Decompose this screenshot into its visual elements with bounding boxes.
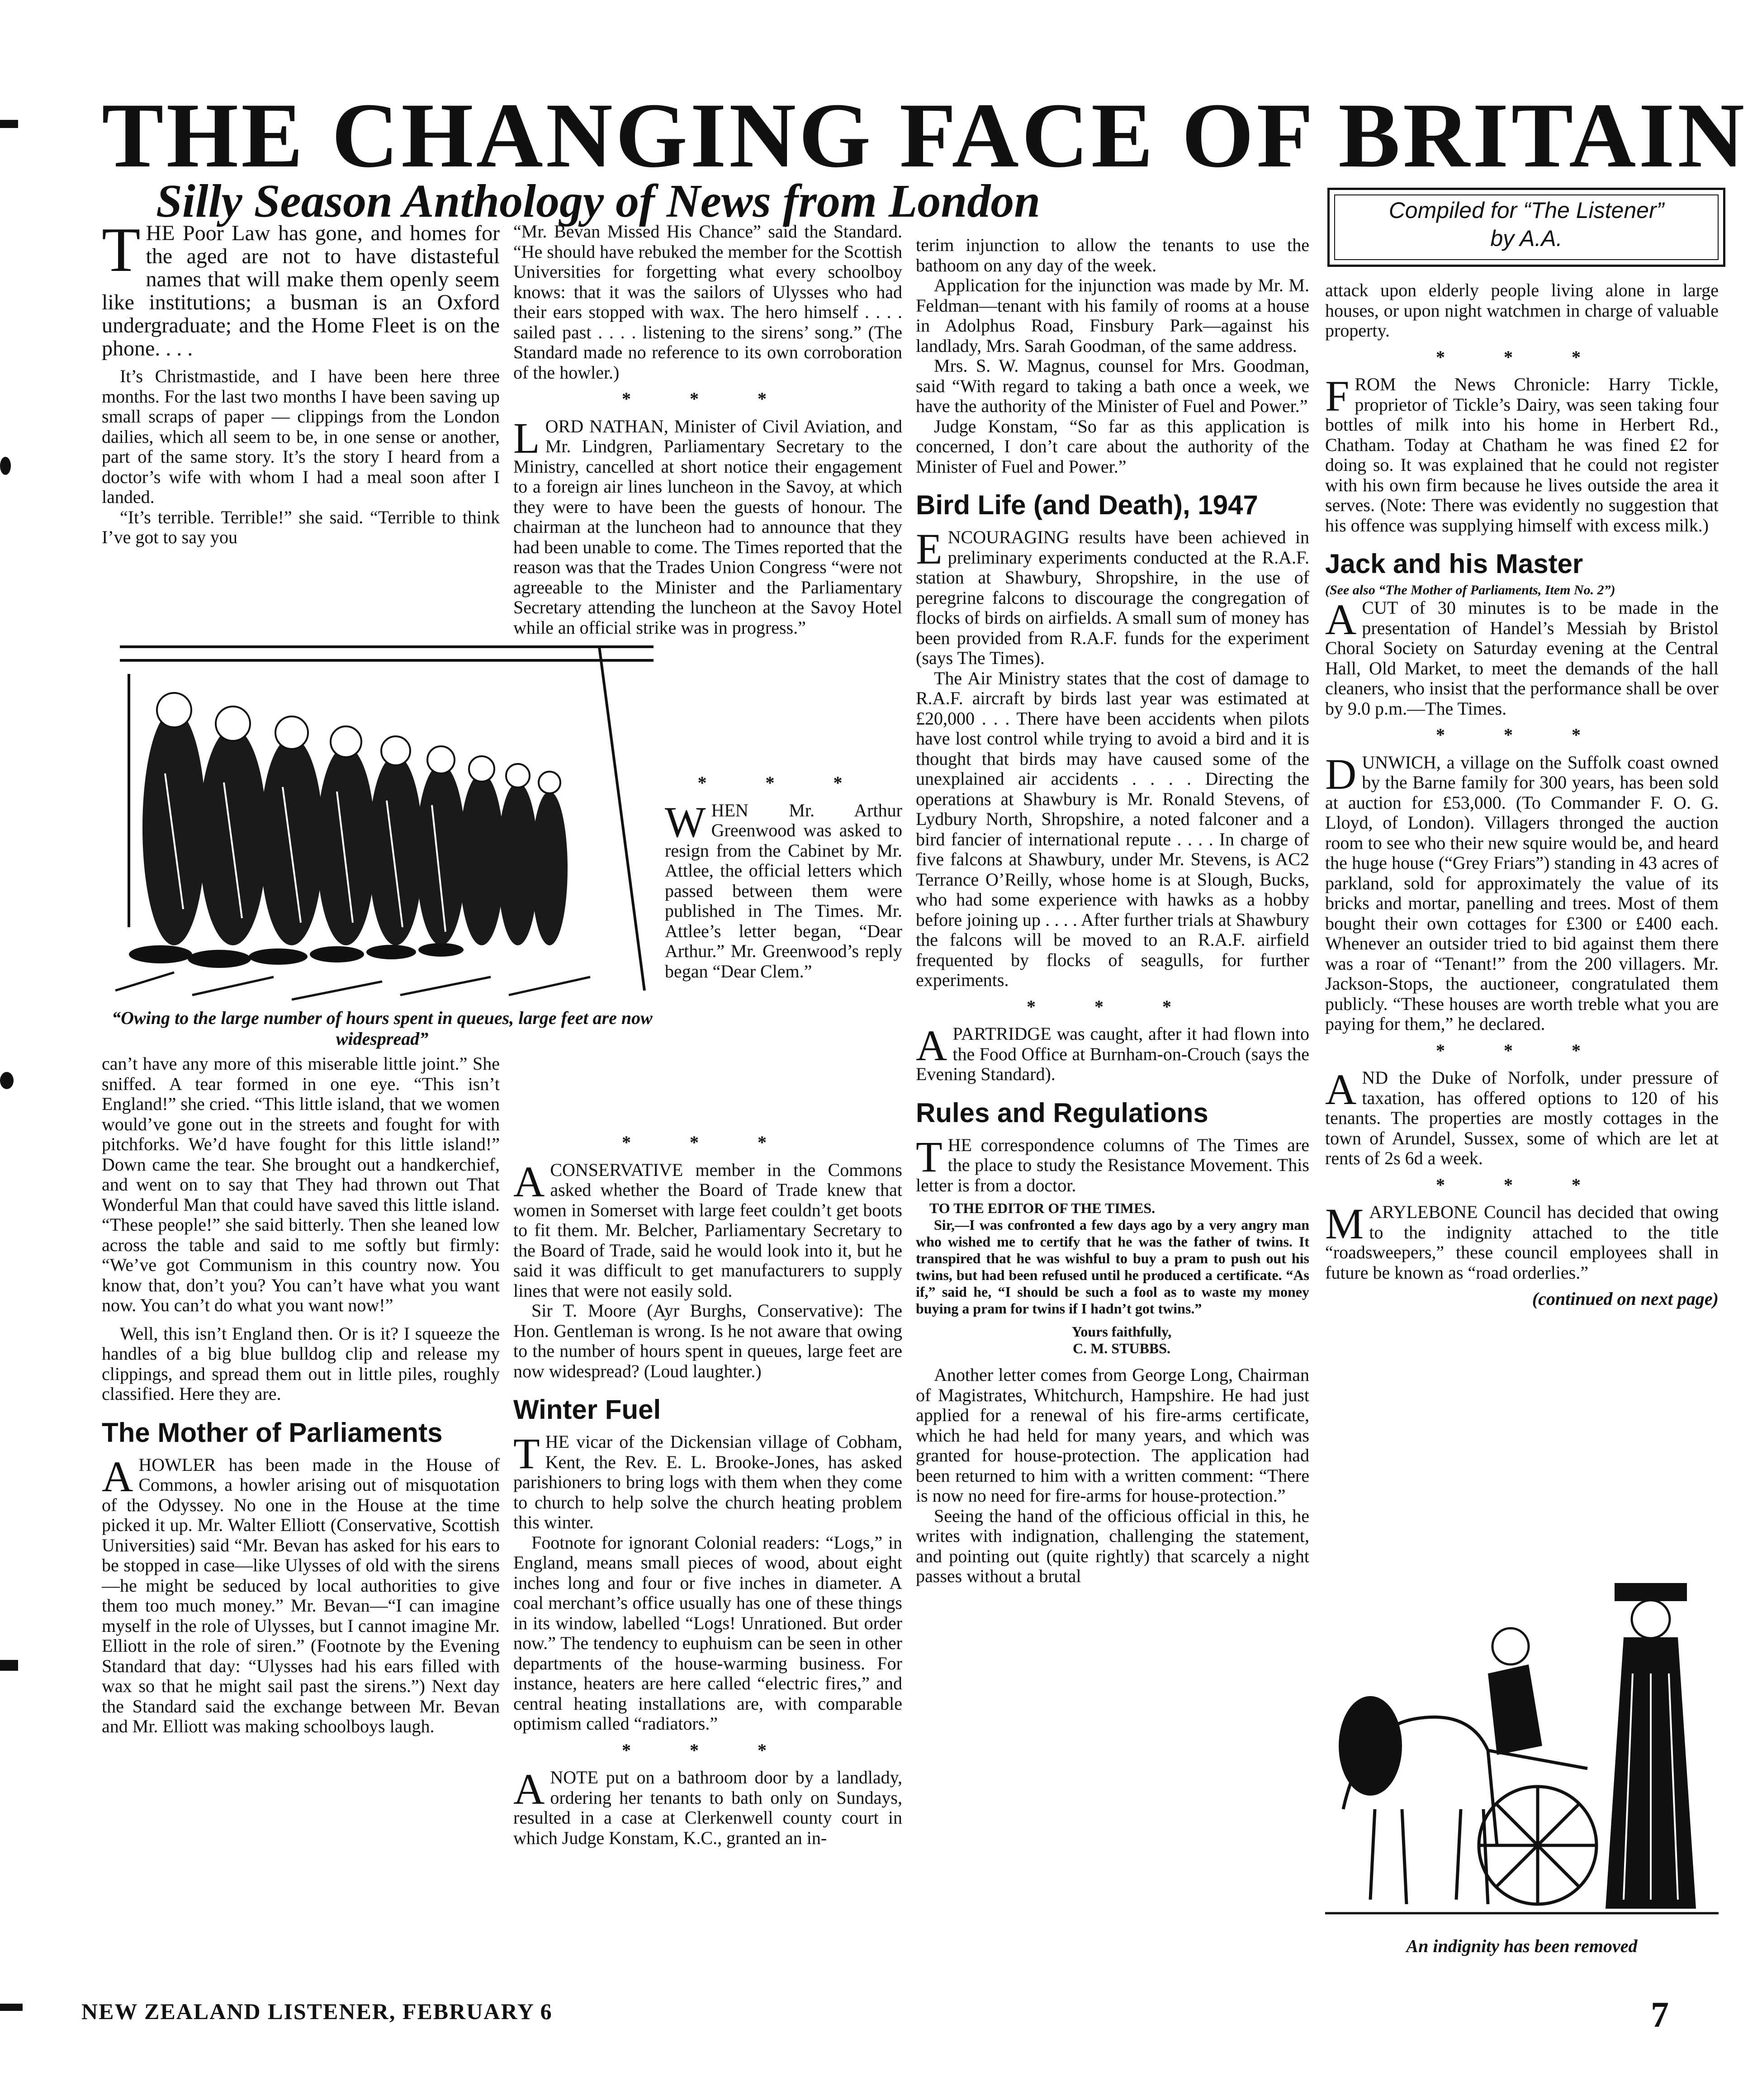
dropcap: T: [916, 1132, 943, 1181]
subhead: Silly Season Anthology of News from London: [156, 175, 1041, 227]
dropcap: F: [1325, 372, 1350, 420]
margin-mark: [0, 120, 18, 128]
paragraph: Mrs. S. W. Magnus, counsel for Mrs. Goodman, said “With regard to taking a bath once a week, we have the authority of the Minister of Fuel and Power.”: [916, 356, 1309, 416]
column-3: [916, 235, 1309, 1587]
column-2: [513, 222, 902, 638]
letter-heading: TO THE EDITOR OF THE TIMES.: [929, 1200, 1156, 1216]
paragraph: “Mr. Bevan Missed His Chance” said the Standard. “He should have rebuked the member for the Scottish Universities for forgetting what every schoolboy knows: that it was the sailors of Ulysses who had their ears stopped with wax. The hero himself . . . . sailed past . . . . listening to the sirens’ song.” (The Standard made no reference to its own corroboration of the howler.): [513, 221, 902, 383]
compiled-line1: Compiled for “The Listener”: [1388, 198, 1664, 223]
paragraph: Judge Konstam, “So far as this application is concerned, I don’t care about the authority of the Minister of Fuel and Power.”: [916, 416, 1309, 477]
dropcap: A: [1325, 1065, 1357, 1114]
dropcap: W: [665, 797, 706, 846]
section-heading: The Mother of Parliaments: [102, 1417, 443, 1448]
dropcap: A: [513, 1765, 545, 1813]
paragraph: Application for the injunction was made by Mr. M. Feldman—tenant with his family of rooms at a house in Adolphus Road, Finsbury Park—against his landlady, Mrs. Sarah Goodman, of the same address.: [916, 275, 1309, 356]
dropcap: L: [513, 413, 540, 462]
section-divider: * * *: [622, 389, 794, 409]
dropcap: A: [916, 1021, 947, 1070]
paragraph: Well, this isn’t England then. Or is it? I squeeze the handles of a big blue bulldog clip and release my clippings, and spread them out in little piles, roughly classified. Here they are.: [102, 1323, 500, 1404]
paragraph: AHOWLER has been made in the House of Commons, a howler arising out of misquotation of the Odyssey. No one in the House at the time picked it up. Mr. Walter Elliott (Conservative, Scottish Universities) said “Mr. Bevan has asked for his ears to be stopped in case—like Ulysses of old with the sirens—he might be seduced by local authorities to give them too much money.” Mr. Bevan—“I can imagine myself in the role of Ulysses, but I cannot imagine Mr. Elliott in the role of siren.” (Footnote by the Evening Standard that day: “Ulysses had his ears filled with wax so that he might sail past the sirens.”) Next day the Standard said the exchange between Mr. Bevan and Mr. Elliott was making schoolboys laugh.: [102, 1452, 500, 1736]
section-divider: * * *: [697, 773, 870, 793]
section-divider: * * *: [1436, 1040, 1608, 1061]
road-orderly-illustration: [1325, 1556, 1719, 1931]
paragraph: ANOTE put on a bathroom door by a landlady, ordering her tenants to bath only on Sundays, resulted in a case at Clerkenwell county court in which Judge Konstam, K.C., granted an in-: [513, 1765, 902, 1848]
paragraph: APARTRIDGE was caught, after it had flown into the Food Office at Burnham-on-Crouch (says the Evening Standard).: [916, 1021, 1309, 1084]
section-heading: Rules and Regulations: [916, 1097, 1208, 1128]
column-1: [102, 215, 500, 548]
section-divider: * * *: [1436, 346, 1608, 367]
section-heading: Bird Life (and Death), 1947: [916, 490, 1258, 520]
compiled-box: [1327, 188, 1725, 267]
column-4: [1325, 280, 1719, 1309]
column-2-lower: [513, 1126, 902, 1848]
dropcap: A: [1325, 595, 1357, 644]
paragraph: terim injunction to allow the tenants to use the bathoom on any day of the week.: [916, 235, 1309, 275]
queue-caption: “Owing to the large number of hours spent in queues, large feet are now widespread”: [112, 1008, 653, 1049]
paragraph: Another letter comes from George Long, Chairman of Magistrates, Whitchurch, Hampshire. He had just applied for a renewal of his fire-arms certificate, which he had held for many years, and which was granted for house-protection. The application had been returned to him with a written comment: “There is now no need for fire-arms for house-protection.”: [916, 1365, 1309, 1506]
section-note: (See also “The Mother of Parliaments, Item No. 2”): [1325, 583, 1615, 597]
dropcap: M: [1325, 1199, 1364, 1248]
dropcap: A: [513, 1157, 545, 1206]
section-divider: * * *: [622, 1740, 794, 1760]
dropcap: E: [916, 525, 943, 573]
lead-paragraph: THE Poor Law has gone, and homes for the aged are not to have distasteful names that will make them openly seem like institutions; a busman is an Oxford undergraduate; and the Home Fleet is on the phone. . . .: [102, 215, 500, 360]
section-divider: * * *: [1027, 996, 1198, 1017]
dropcap: A: [102, 1452, 133, 1501]
margin-mark: [0, 1660, 18, 1671]
paragraph: THE vicar of the Dickensian village of Cobham, Kent, the Rev. E. L. Brooke-Jones, has asked parishioners to bring logs with them when they come to church to help solve the church heating problem this winter.: [513, 1429, 902, 1532]
paragraph: WHEN Mr. Arthur Greenwood was asked to resign from the Cabinet by Mr. Attlee, the official letters which passed between them were published in The Times. Mr. Attlee’s letter began, “Dear Arthur.” Mr. Greenwood’s reply began “Dear Clem.”: [665, 797, 902, 981]
paragraph: attack upon elderly people living alone in large houses, or upon night watchmen in charge of valuable property.: [1325, 280, 1719, 341]
paragraph: “It’s terrible. Terrible!” she said. “Terrible to think I’ve got to say you: [102, 507, 500, 547]
letter-signature: C. M. STUBBS.: [1072, 1340, 1171, 1356]
section-divider: * * *: [622, 1132, 794, 1152]
dropcap: T: [102, 215, 141, 285]
paragraph: DUNWICH, a village on the Suffolk coast owned by the Barne family for 300 years, has been sold at auction for £53,000. (To Commander F. O. G. Lloyd, of London). Villagers thronged the auction room to see who their new squire would be, and heard the huge house (“Grey Friars”) standing in 43 acres of parkland, sold for approximately the value of its bricks and mortar, panelling and trees. Most of them bought their own cottages for £300 or £400 each. Whenever an outsider tried to bid against them there was a roar of “Tenant!” from the 200 villagers. Mr. Jackson-Stops, the auctioneer, congratulated them publicly. “These houses are worth treble what you are paying for them,” he declared.: [1325, 749, 1719, 1034]
paragraph: The Air Ministry states that the cost of damage to R.A.F. aircraft by birds last year was estimated at £20,000 . . . There have been accidents when pilots have lost control while trying to avoid a bird and it is thought that birds may have caused some of the unexplained air accidents . . . . Directing the operations at Shawbury is Mr. Ronald Stevens, of Lydbury North, Shropshire, a noted falconer and a bird fancier of international repute . . . . In charge of five falcons at Shawbury, under Mr. Stevens, is AC2 Terrance O’Reilly, whose home is at Slough, Bucks, who had some experience with hawks as a hobby before joining up . . . . After further trials at Shawbury the falcons will be moved to an R.A.F. airfield frequented by flocks of seagulls, for further experiments.: [916, 668, 1309, 990]
section-heading: Jack and his Master: [1325, 549, 1583, 579]
paragraph: Sir T. Moore (Ayr Burghs, Conservative): The Hon. Gentleman is wrong. Is he not aware that owing to the number of hours spent in queues, large feet are now widespread? (Loud laughter.): [513, 1300, 902, 1381]
horse-caption: An indignity has been removed: [1406, 1936, 1638, 1956]
margin-mark: [0, 1072, 14, 1089]
dropcap: T: [513, 1429, 540, 1478]
paragraph: THE correspondence columns of The Times are the place to study the Resistance Movement. This letter is from a doctor.: [916, 1132, 1309, 1195]
compiled-line2: by A.A.: [1490, 226, 1563, 251]
dropcap: D: [1325, 749, 1357, 798]
paragraph: It’s Christmastide, and I have been here three months. For the last two months I have been saving up small scraps of paper — clippings from the London dailies, which all seem to be, in one sense or another, part of the same story. It’s the story I heard from a doctor’s wife with whom I had a meal soon after I landed.: [102, 366, 500, 507]
column-2-mid: [665, 767, 902, 981]
queue-illustration: [102, 638, 663, 1009]
section-divider: * * *: [1436, 1174, 1608, 1195]
paragraph: MARYLEBONE Council has decided that owing to the indignity attached to the title “roadsweepers,” these council employees shall in future be known as “road orderlies.”: [1325, 1199, 1719, 1283]
margin-mark: [0, 2004, 23, 2011]
paragraph: Seeing the hand of the officious official in this, he writes with indignation, challenging the statement, and pointing out (quite rightly) that scarcely a night passes without a brutal: [916, 1505, 1309, 1586]
continued-note: (continued on next page): [1532, 1289, 1719, 1309]
paragraph: ACUT of 30 minutes is to be made in the presentation of Handel’s Messiah by Bristol Choral Society on Saturday evening at the Central Hall, Old Market, to meet the demands of the hall cleaners, who insist that the performance shall be over by 9.0 p.m.—The Times.: [1325, 595, 1719, 719]
paragraph: can’t have any more of this miserable little joint.” She sniffed. A tear formed in one eye. “This isn’t England!” she cried. “This little island, that we women would’ve gone out in the streets and fought for with pitchforks. We’d have fought for this little island!” Down came the tear. She brought out a handkerchief, and went on to say that They had thrown out That Wonderful Man that could have saved this little island. “These people!” she said bitterly. Then she leaned low across the table and said to me softly but firmly: “We’ve got Communism in this country now. You know that, don’t you? You can’t have what you want now. You can’t do what you want now!”: [102, 1053, 500, 1315]
paragraph: LORD NATHAN, Minister of Civil Aviation, and Mr. Lindgren, Parliamentary Secretary to the Ministry, cancelled at short notice their engagement to a foreign air lines luncheon in the Savoy, at which they were to have been the guests of honour. The chairman at the luncheon had to announce that they had been unable to come. The Times reported that the reason was that the Trades Union Congress “were not agreeable to the Minister and the Parliamentary Secretary attending the luncheon at the Savoy Hotel while an official strike was in progress.”: [513, 413, 902, 638]
paragraph: ENCOURAGING results have been achieved in preliminary experiments conducted at the R.A.F. station at Shawbury, Shropshire, in the use of peregrine falcons to discourage the congregation of flocks of birds on airfields. A small sum of money has been provided from R.A.F. funds for the experiment (says The Times).: [916, 525, 1309, 668]
headline: THE CHANGING FACE OF BRITAIN: [102, 84, 1748, 187]
footer: NEW ZEALAND LISTENER, FEBRUARY 6: [81, 1999, 553, 2024]
section-divider: * * *: [1436, 725, 1608, 745]
letter-body: Sir,—I was confronted a few days ago by a very angry man who wished me to certify that he was the father of twins. It transpired that he was wishful to buy a pram to push out his twins, but had been refused until he produced a certificate. “As if,” said he, “I should be such a fool as to waste my money buying a pram for twins if I hadn’t got twins.”: [916, 1217, 1309, 1317]
column-1-lower: [102, 1054, 500, 1737]
section-heading: Winter Fuel: [513, 1394, 661, 1425]
page-number: 7: [1651, 1995, 1669, 2035]
paragraph: Footnote for ignorant Colonial readers: “Logs,” in England, means small pieces of wood, about eight inches long and four or five inches in diameter. A coal merchant’s office usually has one of these things in its window, labelled “Logs! Unrationed. But order now.” The tendency to euphuism can be seen in other departments of the house-warming business. For instance, heaters are here called “electric fires,” and central heating installations are, with comparable optimism called “radiators.”: [513, 1532, 902, 1734]
letter-signoff: Yours faithfully,: [1071, 1323, 1172, 1340]
paragraph: ACONSERVATIVE member in the Commons asked whether the Board of Trade knew that women in Somerset with large feet couldn’t get boots to fit them. Mr. Belcher, Parliamentary Secretary to the Board of Trade, said he would look into it, but he said it was difficult to get manufacturers to supply lines that were not easily sold.: [513, 1157, 902, 1301]
paragraph: FROM the News Chronicle: Harry Tickle, proprietor of Tickle’s Dairy, was seen taking four bottles of milk into his home in Herbert Rd., Chatham. Today at Chatham he was fined £2 for doing so. It was explained that he could not register with his own firm because he lives outside the area it serves. (Note: There was evidently no suggestion that his offence was supplying himself with excess milk.): [1325, 372, 1719, 536]
margin-mark: [0, 457, 11, 475]
paragraph: AND the Duke of Norfolk, under pressure of taxation, has offered options to 120 of his tenants. The properties are mostly cottages in the town of Arundel, Sussex, some of which are let at rents of 2s 6d a week.: [1325, 1065, 1719, 1168]
